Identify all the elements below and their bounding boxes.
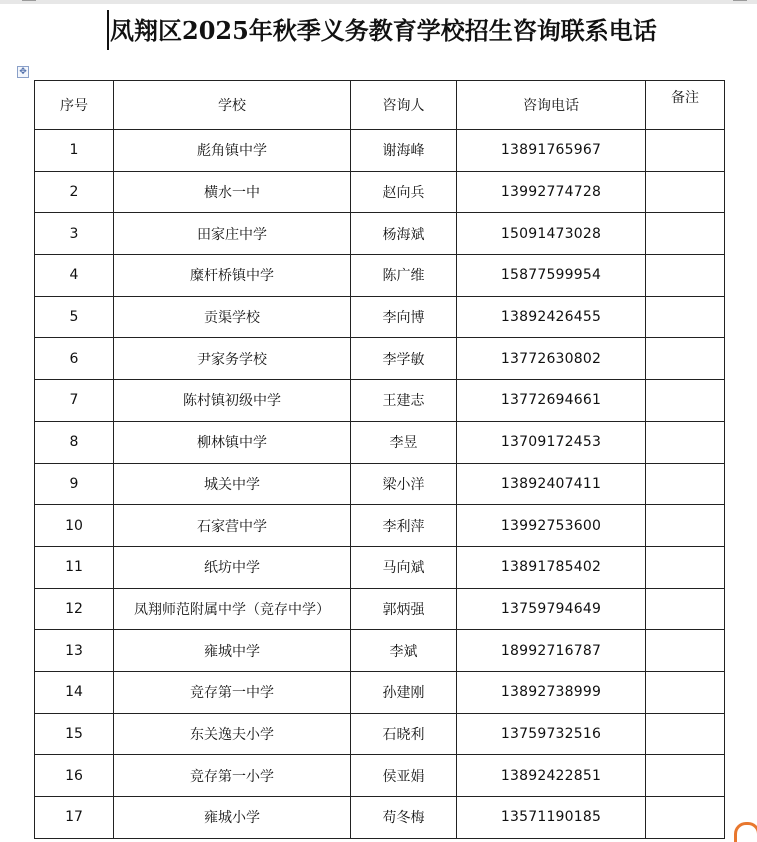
cell-phone[interactable]: 18992716787 [457,630,646,672]
cell-school[interactable]: 尹家务学校 [114,338,351,380]
cell-school[interactable]: 雍城中学 [114,630,351,672]
cell-phone[interactable]: 13892407411 [457,463,646,505]
cell-phone[interactable]: 13992774728 [457,171,646,213]
cell-school[interactable]: 柳林镇中学 [114,421,351,463]
header-index[interactable]: 序号 [35,81,114,130]
cell-school[interactable]: 彪角镇中学 [114,130,351,172]
cell-contact[interactable]: 苟冬梅 [351,797,457,839]
cell-index[interactable]: 4 [35,255,114,297]
cell-note[interactable] [646,171,725,213]
cell-note[interactable] [646,296,725,338]
contacts-table [34,80,725,839]
cell-school[interactable]: 糜杆桥镇中学 [114,255,351,297]
cell-note[interactable] [646,421,725,463]
cell-note[interactable] [646,546,725,588]
cell-phone[interactable]: 13892422851 [457,755,646,797]
cell-contact[interactable]: 陈广维 [351,255,457,297]
cell-note[interactable] [646,255,725,297]
cell-note[interactable] [646,588,725,630]
table-row [35,588,725,630]
cell-note[interactable] [646,630,725,672]
cell-phone[interactable]: 13772630802 [457,338,646,380]
cell-index[interactable]: 8 [35,421,114,463]
cell-note[interactable] [646,671,725,713]
cell-phone[interactable]: 13759732516 [457,713,646,755]
table-row [35,130,725,172]
cell-index[interactable]: 15 [35,713,114,755]
cell-index[interactable]: 6 [35,338,114,380]
cell-contact[interactable]: 郭炳强 [351,588,457,630]
cell-contact[interactable]: 侯亚娟 [351,755,457,797]
cell-phone[interactable]: 13992753600 [457,505,646,547]
cell-index[interactable]: 1 [35,130,114,172]
cell-index[interactable]: 17 [35,797,114,839]
cell-school[interactable]: 城关中学 [114,463,351,505]
cell-index[interactable]: 11 [35,546,114,588]
cell-school[interactable]: 东关逸夫小学 [114,713,351,755]
cell-note[interactable] [646,755,725,797]
cell-contact[interactable]: 李斌 [351,630,457,672]
cell-school[interactable]: 横水一中 [114,171,351,213]
document-title[interactable]: 凤翔区2025年秋季义务教育学校招生咨询联系电话 [110,16,657,45]
cell-index[interactable]: 3 [35,213,114,255]
cell-index[interactable]: 7 [35,380,114,422]
cell-index[interactable]: 12 [35,588,114,630]
cell-contact[interactable]: 李向博 [351,296,457,338]
cell-index[interactable]: 9 [35,463,114,505]
cell-school[interactable]: 田家庄中学 [114,213,351,255]
table-row [35,213,725,255]
header-phone[interactable]: 咨询电话 [457,81,646,130]
cell-contact[interactable]: 孙建刚 [351,671,457,713]
page-corner-mark-left [22,0,36,5]
cell-contact[interactable]: 梁小洋 [351,463,457,505]
cell-school[interactable]: 凤翔师范附属中学（竞存中学） [114,588,351,630]
cell-phone[interactable]: 13571190185 [457,797,646,839]
cell-contact[interactable]: 李昱 [351,421,457,463]
table-row [35,671,725,713]
app-logo-icon [734,822,757,842]
cell-school[interactable]: 竞存第一中学 [114,671,351,713]
cell-note[interactable] [646,380,725,422]
cell-note[interactable] [646,463,725,505]
cell-school[interactable]: 竞存第一小学 [114,755,351,797]
page-top-edge [0,0,757,4]
table-row [35,797,725,839]
header-note[interactable]: 备注 [646,81,725,130]
text-cursor [107,10,109,50]
table-row [35,380,725,422]
cell-note[interactable] [646,130,725,172]
page-corner-mark-right [733,0,747,5]
cell-contact[interactable]: 赵向兵 [351,171,457,213]
cell-phone[interactable]: 13759794649 [457,588,646,630]
cell-contact[interactable]: 石晓利 [351,713,457,755]
cell-school[interactable]: 纸坊中学 [114,546,351,588]
cell-contact[interactable]: 杨海斌 [351,213,457,255]
cell-index[interactable]: 16 [35,755,114,797]
cell-index[interactable]: 2 [35,171,114,213]
cell-contact[interactable]: 李学敏 [351,338,457,380]
cell-school[interactable]: 石家营中学 [114,505,351,547]
table-row [35,463,725,505]
cell-note[interactable] [646,213,725,255]
table-header-row [35,81,725,130]
table-row [35,255,725,297]
cell-note[interactable] [646,505,725,547]
cell-school[interactable]: 贡渠学校 [114,296,351,338]
cell-index[interactable]: 10 [35,505,114,547]
cell-contact[interactable]: 王建志 [351,380,457,422]
table-row [35,171,725,213]
cell-note[interactable] [646,713,725,755]
cell-phone[interactable]: 15877599954 [457,255,646,297]
move-handle-icon[interactable]: ✥ [17,66,29,78]
cell-contact[interactable]: 谢海峰 [351,130,457,172]
cell-phone[interactable]: 13892738999 [457,671,646,713]
cell-index[interactable]: 14 [35,671,114,713]
cell-index[interactable]: 13 [35,630,114,672]
table-row [35,630,725,672]
cell-phone[interactable]: 13709172453 [457,421,646,463]
cell-school[interactable]: 雍城小学 [114,797,351,839]
table-row [35,713,725,755]
cell-phone[interactable]: 13891765967 [457,130,646,172]
table-row [35,755,725,797]
table-row [35,505,725,547]
table-row [35,338,725,380]
cell-index[interactable]: 5 [35,296,114,338]
table-row [35,546,725,588]
header-school[interactable]: 学校 [114,81,351,130]
cell-phone[interactable]: 13772694661 [457,380,646,422]
cell-note[interactable] [646,797,725,839]
cell-phone[interactable]: 13892426455 [457,296,646,338]
cell-contact[interactable]: 李利萍 [351,505,457,547]
cell-phone[interactable]: 13891785402 [457,546,646,588]
cell-note[interactable] [646,338,725,380]
table-row [35,296,725,338]
table-row [35,421,725,463]
header-contact[interactable]: 咨询人 [351,81,457,130]
cell-phone[interactable]: 15091473028 [457,213,646,255]
cell-school[interactable]: 陈村镇初级中学 [114,380,351,422]
cell-contact[interactable]: 马向斌 [351,546,457,588]
